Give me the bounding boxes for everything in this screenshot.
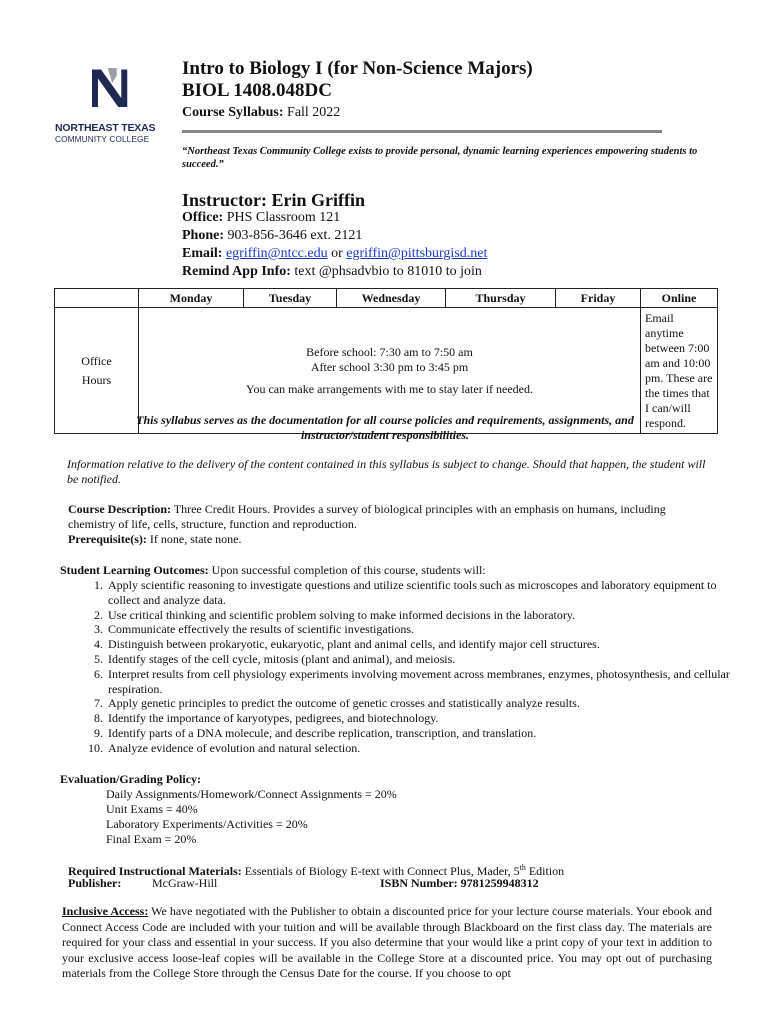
syllabus-term-value: Fall 2022 [287,105,341,120]
prerequisites-label: Prerequisite(s): [68,532,147,546]
inclusive-access-label: Inclusive Access: [62,904,149,918]
materials-edition-sup: th [519,863,526,872]
grading-label: Evaluation/Grading Policy: [60,772,202,786]
grading-item: Laboratory Experiments/Activities = 20% [106,817,308,831]
email-link-pittsburg[interactable]: egriffin@pittsburgisd.net [346,246,488,261]
list-item: 9. Identify parts of a DNA molecule, and describe replication, transcription, and translation. [106,726,746,741]
table-corner-cell [55,289,139,308]
course-code: BIOL 1408.048DC [182,80,332,101]
list-item: 3. Communicate effectively the results of scientific investigations. [106,622,746,637]
day-monday: Monday [139,289,244,308]
outcomes-list [60,578,746,756]
syllabus-notice: This syllabus serves as the documentation for all course policies and requirements, assignments, and instructor/student responsibilities. [136,413,634,442]
grading-heading [60,772,201,787]
outcomes-heading [60,563,486,578]
day-tuesday: Tuesday [244,289,337,308]
list-item: 4. Distinguish between prokaryotic, eukaryotic, plant and animal cells, and identify major cell structures. [106,637,746,652]
day-wednesday: Wednesday [337,289,446,308]
phone-label: Phone: [182,228,224,243]
arrangements-note: You can make arrangements with me to stay later if needed. [245,381,534,396]
prerequisites [68,532,242,547]
remind-label: Remind App Info: [182,264,291,279]
list-item: 10. Analyze evidence of evolution and natural selection. [106,741,746,756]
logo-accent [108,68,117,83]
logo-mark [92,70,127,108]
remind-line [182,264,482,280]
list-item: 5. Identify stages of the cell cycle, mitosis (plant and animal), and meiosis. [106,652,746,667]
header-divider [182,130,662,133]
course-title: Intro to Biology I (for Non-Science Majors) [182,58,533,79]
grading-item: Final Exam = 20% [106,832,197,846]
prerequisites-text: If none, state none. [149,532,242,546]
inclusive-access-text: We have negotiated with the Publisher to obtain a discounted price for your lecture course materials. Your ebook and Connect Access Code are included with your tuition and will be available through Blackboard on the first class day. The materials are required for your class and essential in your success. If you also determine that your would like a print copy of your text in addition to your exclusive access loose-leaf copies will be available in the College Store at a discounted price. You may opt out of purchasing materials from the College Store through the Census Date for the course. If you choose to opt [62,904,713,981]
phone-value: 903-856-3646 ext. 2121 [227,228,363,243]
isbn [380,876,539,891]
inclusive-access [62,904,712,982]
syllabus-term [182,105,340,121]
phone-line [182,228,362,244]
list-item: 7. Apply genetic principles to predict the outcome of genetic crosses and statistically analyze results. [106,696,746,711]
materials-text-end: Edition [525,864,565,878]
office-label-line2: Hours [81,372,112,387]
course-description [68,502,708,532]
logo-subtitle: COMMUNITY COLLEGE [55,134,150,144]
after-school-hours: After school 3:30 pm to 3:45 pm [310,359,469,374]
list-item: 6. Interpret results from cell physiology experiments involving movement across membranes, enzymes, photosynthesis, and cellular respiration. [106,667,746,697]
before-school-hours: Before school: 7:30 am to 7:50 am [306,344,473,359]
office-label: Office: [182,210,224,225]
grading-item: Daily Assignments/Homework/Connect Assignments = 20% [106,787,397,801]
email-line [182,246,487,262]
email-or: or [331,246,343,261]
college-logo [55,68,165,128]
office-label-line1: Office [81,353,112,368]
list-item: 2. Use critical thinking and scientific problem solving to make informed decisions in the laboratory. [106,608,746,623]
office-line [182,210,340,226]
logo-name: NORTHEAST TEXAS [55,122,156,134]
table-header-row [55,289,718,308]
publisher-label-text: Publisher: [68,876,122,890]
email-label: Email: [182,246,223,261]
remind-value: text @phsadvbio to 81010 to join [294,264,482,279]
outcomes-label: Student Learning Outcomes: [60,563,209,577]
instructor-heading: Instructor: Erin Griffin [182,190,365,210]
day-online: Online [641,289,718,308]
materials-label: Required Instructional Materials: [68,864,242,878]
list-item: 8. Identify the importance of karyotypes, pedigrees, and biotechnology. [106,711,746,726]
office-value: PHS Classroom 121 [226,210,341,225]
isbn-value: 9781259948312 [460,876,539,890]
mission-statement: “Northeast Texas Community College exists to provide personal, dynamic learning experiences empowering students to succeed.” [182,146,698,170]
syllabus-label: Course Syllabus: [182,105,284,120]
day-thursday: Thursday [446,289,556,308]
materials-text: Essentials of Biology E-text with Connect Plus, Mader, 5 [244,864,520,878]
isbn-label: ISBN Number: [380,876,458,890]
grading-item: Unit Exams = 40% [106,802,198,816]
course-description-text: Three Credit Hours. Provides a survey of biological principles with an emphasis on humans, including chemistry of life, cells, structure, function and reproduction. [68,502,666,531]
course-description-label: Course Description: [68,502,171,516]
day-friday: Friday [556,289,641,308]
list-item: 1. Apply scientific reasoning to investigate questions and utilize scientific tools such as microscopes and laboratory equipment to collect and analyze data. [106,578,746,608]
publisher-value: McGraw-Hill [152,876,218,890]
email-link-ntcc[interactable]: egriffin@ntcc.edu [225,246,328,261]
outcomes-intro: Upon successful completion of this course, students will: [211,563,486,577]
publisher-label [68,876,121,891]
online-hours: Email anytime between 7:00 am and 10:00 pm. These are the times that I can/will respond. [641,308,718,434]
change-disclaimer: Information relative to the delivery of the content contained in this syllabus is subject to change. Should that happen, the student will be notified. [67,457,706,486]
